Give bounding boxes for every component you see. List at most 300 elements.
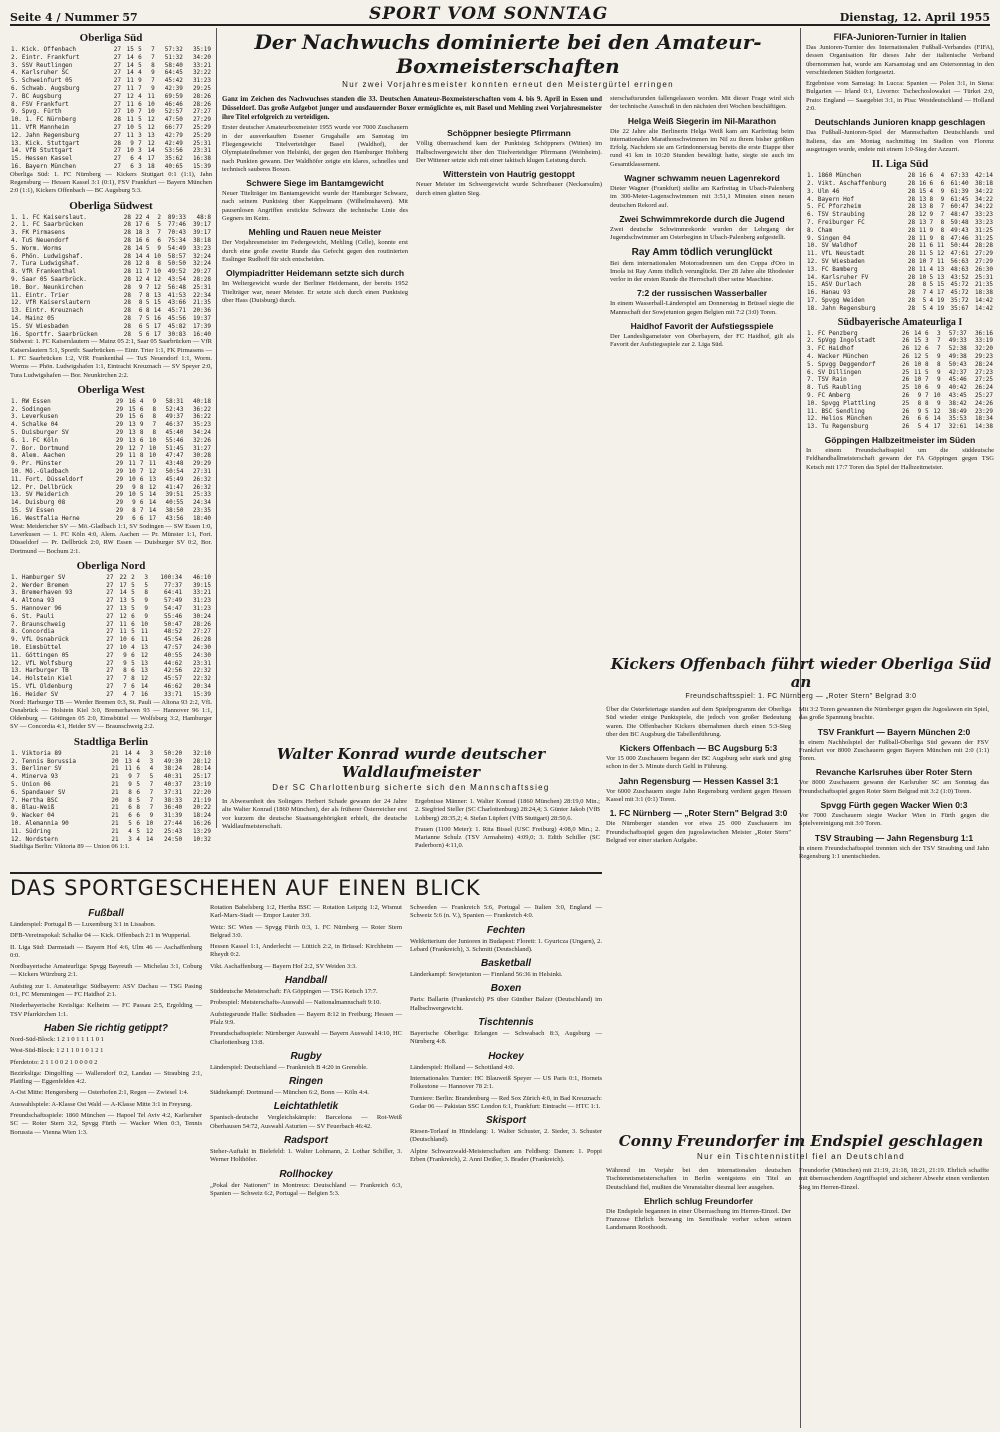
table-cell: 27 <box>106 597 114 605</box>
sport-heading: Hockey <box>488 1050 524 1062</box>
sport-heading: Rollhockey <box>279 1168 333 1180</box>
team-name: 15. VfL Oldenburg <box>11 682 73 690</box>
table-cell: 28 <box>123 276 131 284</box>
table-row <box>10 605 212 613</box>
table-cell: 10 <box>153 268 161 276</box>
table-cell: 6 <box>136 819 140 827</box>
result-line: Länderspiel: Holland — Schottland 4:0. <box>410 1063 515 1071</box>
table-row <box>10 323 212 331</box>
table-cell: 16 <box>919 172 927 180</box>
brief-headline: Wagner schwamm neuen Lagenrekord <box>624 173 780 184</box>
table-row <box>10 421 212 429</box>
table-cell: 21:35 <box>974 281 993 289</box>
table-row <box>10 491 212 499</box>
table-cell: 75:34 <box>167 237 186 245</box>
table-cell: 10 <box>153 252 161 260</box>
team-name: 4. Altona 93 <box>11 597 55 605</box>
sport-heading: Boxen <box>490 983 522 995</box>
table-cell: 14 <box>140 682 149 690</box>
table-cell: 13 <box>119 597 127 605</box>
waldlauf-paragraph: Frauen (1100 Meter): 1. Rita Bissel (USC Freiburg) 4:08,0 Min.; 2. Marianne Schulz (TSV Armaheim) 4:09,0; 3. Edith Schiller (SC Paderborn) 4:11,0. <box>415 825 600 850</box>
table-row <box>10 132 212 140</box>
table-cell: 14 <box>153 307 161 315</box>
table-cell: 28 <box>123 221 131 229</box>
table-cell: 6 <box>924 384 929 392</box>
table-cell: 10 <box>140 620 149 628</box>
table-cell: 8 <box>152 413 157 421</box>
table-cell: 14 <box>126 61 134 69</box>
kickers-paragraph: Mit 3:2 Toren gewannen die Nürnberger gegen die Jugoslawen ein Spiel, das große Spannung brachte. <box>799 706 989 722</box>
result-line: Länderspiel: Portugal B — Luxemburg 3:1 in Lissabon. <box>10 921 156 928</box>
table-row <box>806 258 994 266</box>
table-row <box>10 683 212 691</box>
table-cell: 5 <box>138 46 142 53</box>
team-name: 7. TSV Rain <box>807 376 847 384</box>
team-name: 3. Berliner SV <box>11 765 62 773</box>
table-cell: 28 <box>907 250 916 258</box>
table-row <box>10 54 212 62</box>
table-cell: 34:22 <box>974 187 993 195</box>
table-cell: 7 <box>139 444 144 452</box>
results-suedwest: Südwest: 1. FC Kaiserslautern — Mainz 05 2:1, Saar 05 Saarbrücken — VfR Kaiserslautern 5:1, Sportfr. Saarbrücken — Eintr. Trier 1:1, FK Pirmasens — 1. FC Saarbrücken 1:2, VfR Frankenthal — TuS Neuendorf 1:1, Worm. Worms — Phön. Ludwigshafen 1:1, Eintracht Kreuznach — SV Speyer 2:0, Tura Ludwigshafen — Bor. Neunkirchen 2:2. <box>10 338 212 379</box>
table-cell: 4 <box>929 297 934 305</box>
team-name: 12. Nordstern <box>11 835 58 843</box>
table-cell: 6 <box>929 242 934 250</box>
table-row <box>10 476 212 484</box>
table-cell: 6 <box>136 788 140 796</box>
table-cell: 11 <box>937 258 945 266</box>
table-cell: 9 <box>929 226 934 234</box>
table-cell: 11 <box>919 234 927 242</box>
table-cell: 38:18 <box>974 180 993 188</box>
table-row <box>10 124 212 132</box>
kickers-paragraph: Über die Osterfeiertage standen auf dem Spielprogramm der Oberliga Süd wieder einige Punktspiele, die jedoch von großer Bedeutung waren. Die Offenbacher Kickers übernahmen durch einen 5:3-Sieg über den BC Augsburg die Tabellenführung. <box>606 706 791 738</box>
table-cell: 12 <box>148 483 157 491</box>
table-cell: 10 <box>919 258 927 266</box>
kickers-subhead: 1. FC Nürnberg — „Roter Stern" Belgrad 3:0 <box>609 808 788 819</box>
table-cell: 12 <box>914 353 922 360</box>
team-name: 2. Vikt. Aschaffenburg <box>807 180 887 188</box>
table-cell: 13 <box>128 421 136 429</box>
sport-heading: Skisport <box>485 1115 526 1127</box>
result-line: Bayerische Oberliga: Erlangen — Schwabach 8:3, Augsburg — Nürnberg 4:8. <box>410 1030 602 1046</box>
table-cell: 4 <box>138 155 142 163</box>
table-cell: 17 <box>119 581 127 589</box>
table-cell: 11 <box>126 84 134 92</box>
table-cell: 29 <box>115 405 124 413</box>
masthead <box>10 4 990 26</box>
table-cell: 3 <box>138 147 142 155</box>
team-name: 6. TSV Straubing <box>807 211 865 219</box>
table-row <box>806 250 994 258</box>
team-name: 12. SV Wiesbaden <box>807 258 865 266</box>
table-cell: 7 <box>151 53 155 61</box>
table-cell: 11 <box>919 226 927 234</box>
conny-paragraph: Die Endspiele begannen in einer Überraschung im Herren-Einzel. Der Franzose Ehrlich bezwang im Semifinale vorher schon seinen Landsmann Roothoodt. <box>606 1207 791 1232</box>
table-cell: 6 <box>139 405 144 413</box>
table-cell: 25:27 <box>974 391 993 399</box>
table-cell: 34:24 <box>192 429 211 437</box>
table-cell: 8 <box>139 429 144 437</box>
table-cell: 14 <box>126 69 134 77</box>
team-name: 7. Braunschweig <box>11 620 66 628</box>
table-cell: 48:63 <box>950 265 969 273</box>
table-cell: 31:27 <box>192 444 211 452</box>
table-cell: 8 <box>123 667 127 675</box>
result-line: Probespiel: Meisterschafts-Auswahl — Nationalmannschaft 9:10. <box>210 999 381 1007</box>
kickers-paragraph: Vor 8000 Zuschauern gewann der Karlsruher SC am Sonntag das Freundschaftsspiel gegen Roter Stern Belgrad mit 3:2 (1:0) Toren. <box>799 779 989 795</box>
table-cell: 15 <box>914 337 922 345</box>
news-briefs-column <box>610 95 794 353</box>
table-row <box>806 203 994 211</box>
kickers-subhead: Kickers Offenbach — BC Augsburg 5:3 <box>619 743 778 754</box>
standings-table-sued <box>10 46 212 171</box>
table-cell: 6 <box>929 172 934 180</box>
table-cell: 9 <box>157 244 161 252</box>
table-cell: 5 <box>924 407 929 415</box>
team-name: 18. Jahn Regensburg <box>807 304 876 312</box>
table-cell: 10 <box>119 636 127 644</box>
table-cell: 9 <box>937 384 941 392</box>
table-cell: 23:29 <box>974 407 993 415</box>
table-cell: 45:82 <box>167 322 186 330</box>
table-row <box>10 140 212 148</box>
table-cell: 9 <box>937 353 941 360</box>
table-cell: 28 <box>123 330 131 338</box>
standings-table-west <box>10 398 212 523</box>
table-cell: 47:61 <box>950 250 969 258</box>
table-cell: 61:39 <box>950 187 969 195</box>
table-cell: 28 <box>907 304 916 312</box>
team-name: 7. Hertha BSC <box>11 796 58 804</box>
boxing-article <box>222 30 794 740</box>
league-title-amateur: Südbayerische Amateurliga I <box>837 316 963 328</box>
table-cell: 18 <box>147 162 155 170</box>
table-cell: 5 <box>922 304 927 312</box>
table-row <box>10 460 212 468</box>
table-cell: 13 <box>128 429 136 437</box>
kickers-paragraph: In einem Nachholspiel der Fußball-Oberliga Süd gewann der FSV Frankfurt vor 8000 Zuschauern gegen Bayern München mit 2:0 (1:1) Toren. <box>799 738 989 763</box>
brief-paragraph: Der Landesligameister von Oberbayern, der FC Haidhof, gilt als Favorit der Aufstiegsspiele zur 2. Liga Süd. <box>610 333 794 349</box>
table-cell: 27:29 <box>974 250 993 258</box>
table-cell: 6 <box>130 155 134 163</box>
table-cell: 28:26 <box>192 100 211 108</box>
table-cell: 7 <box>138 291 143 299</box>
table-cell: 27 <box>113 155 121 163</box>
table-cell: 6 <box>138 100 142 108</box>
team-name: 2. Sodingen <box>11 405 51 413</box>
team-name: 12. VfR Kaiserslautern <box>11 299 91 307</box>
table-cell: 17 <box>147 155 155 163</box>
team-name: 8. FSV Frankfurt <box>11 100 69 108</box>
table-cell: 45:57 <box>164 675 183 683</box>
table-cell: 26:32 <box>192 483 211 491</box>
table-cell: 18:40 <box>192 514 211 522</box>
table-cell: 5 <box>145 244 150 252</box>
table-cell: 32:61 <box>948 423 967 431</box>
table-cell: 57:37 <box>948 329 967 337</box>
table-cell: 14 <box>147 147 155 155</box>
team-name: 3. FK Pirmasens <box>11 229 66 237</box>
waldlauf-article <box>222 745 600 865</box>
team-name: 4. TuS Neuendorf <box>11 237 69 245</box>
table-cell: 27 <box>106 667 114 675</box>
table-cell: 25:17 <box>192 773 211 781</box>
table-cell: 24:30 <box>192 651 211 659</box>
sport-heading: Tischtennis <box>478 1017 534 1029</box>
table-row <box>806 227 994 235</box>
table-cell: 10 <box>126 123 134 131</box>
table-cell: 25:31 <box>192 283 211 291</box>
table-cell: 10 <box>126 108 134 116</box>
team-name: 9. Wacker 04 <box>11 812 55 820</box>
table-cell: 27 <box>106 620 114 628</box>
table-cell: 5 <box>924 353 929 360</box>
table-cell: 6 <box>131 667 135 675</box>
table-cell: 9 <box>940 195 945 203</box>
table-row <box>10 307 212 315</box>
table-cell: 12 <box>119 612 127 620</box>
table-cell: 40:31 <box>164 773 183 781</box>
conny-paragraph: Während im Vorjahr bei den internationalen deutschen Tischtennismeisterschaften in Berlin wenigstens ein Titel an Deutschland fiel, mußten die Veranstalter diesmal leer ausgehen. <box>606 1167 791 1191</box>
table-cell: 17 <box>148 514 157 522</box>
table-cell: 27:31 <box>192 468 211 476</box>
table-cell: 28 <box>123 283 131 291</box>
table-cell: 28 <box>123 315 131 322</box>
table-cell: 50:20 <box>164 749 183 757</box>
table-cell: 5 <box>929 273 934 281</box>
table-cell: 61:45 <box>950 195 969 203</box>
table-cell: 8 <box>145 307 150 315</box>
table-cell: 64:41 <box>164 589 183 597</box>
table-cell: 5 <box>131 659 135 667</box>
table-cell: 12 <box>147 123 155 131</box>
table-cell: 40:55 <box>165 499 184 507</box>
table-cell: 6 <box>139 475 144 483</box>
table-cell: 42:39 <box>164 84 183 92</box>
table-cell: 29 <box>115 413 124 421</box>
fifa-paragraph: Ergebnisse vom Samstag: In Lucca: Spanien — Polen 3:1, in Siena: Bulgarien — Irland 0:1, Livorno: Tschechoslowakei — Türkei 2:0, Prato: England — Saargebiet 3:1, in Pisa: Westdeutschland — Holland 2:0. <box>806 80 994 113</box>
table-cell: 50:54 <box>165 468 184 476</box>
table-cell: 18:24 <box>192 812 211 820</box>
team-name: 2. 1. FC Saarbrücken <box>11 221 84 229</box>
table-cell: 29 <box>115 421 124 429</box>
table-row <box>10 667 212 675</box>
table-cell: 5 <box>138 330 143 338</box>
table-row <box>10 804 212 812</box>
result-line: Süddeutsche Meisterschaft: FA Göppingen — TSG Ketsch 17:7. <box>210 988 378 996</box>
table-cell: 10 <box>119 643 127 651</box>
table-cell: 6 <box>138 322 143 330</box>
table-cell: 4 <box>940 172 945 180</box>
table-cell: 8 <box>922 281 927 289</box>
table-cell: 27 <box>113 77 121 85</box>
result-line: Turniere: Berlin: Brandenburg — Red Sox Zürich 4:0, in Bad Kreuznach: Godar 06 — Pakistan SSC London 6:1, Frankfurt: Eintracht — HTC 1:1. <box>410 1094 602 1110</box>
table-cell: 4 <box>138 92 142 100</box>
table-cell: 12 <box>153 276 161 284</box>
table-cell: 7 <box>149 796 154 804</box>
team-name: 11. BSC Sendling <box>807 407 865 415</box>
table-cell: 11 <box>140 636 149 644</box>
table-row <box>10 621 212 629</box>
table-cell: 14 <box>135 244 143 252</box>
table-cell: 28 <box>123 260 131 268</box>
table-cell: 9 <box>132 483 136 491</box>
table-cell: 7 <box>937 337 941 345</box>
table-cell: 8 <box>917 399 922 407</box>
team-name: 6. SV Dillingen <box>807 368 862 376</box>
table-cell: 18 <box>135 229 143 237</box>
team-name: 5. Schweinfurt 05 <box>11 77 73 85</box>
table-cell: 26:30 <box>974 265 993 273</box>
waldlauf-paragraph: In Abwesenheit des Solingers Herbert Schade gewann der 24 Jahre alte Walter Konrad (1860 München), der als früherer Österreicher erst vor kurzem die deutsche Staatsangehörigkeit erhielt, die deutsche Waldlaufmeisterschaft. <box>222 798 407 830</box>
table-cell: 47:47 <box>165 452 184 460</box>
table-cell: 8 <box>940 226 945 234</box>
table-cell: 5 <box>138 116 142 124</box>
table-cell: 29 <box>115 483 124 491</box>
league-title-sued: Oberliga Süd <box>79 32 143 44</box>
results-berlin: Stadtliga Berlin: Viktoria 89 — Union 06 1:1. <box>10 843 130 851</box>
table-cell: 25:29 <box>192 131 211 139</box>
table-cell: 12 <box>937 250 945 258</box>
team-name: 13. FC Bamberg <box>807 265 858 273</box>
table-cell: 32:24 <box>192 252 211 260</box>
table-cell: 28 <box>907 234 916 242</box>
table-cell: 29 <box>115 491 124 499</box>
table-row <box>806 211 994 219</box>
table-cell: 15 <box>153 299 161 307</box>
table-cell: 21 <box>111 788 119 796</box>
table-cell: 8 <box>940 234 945 242</box>
table-cell: 13 <box>140 667 149 675</box>
table-cell: 13 <box>153 291 161 299</box>
table-cell: 13 <box>919 219 927 227</box>
table-row <box>10 820 212 828</box>
table-cell: 11 <box>937 242 945 250</box>
table-cell: 6 <box>929 180 934 188</box>
team-name: 8. Cham <box>807 226 833 234</box>
team-name: 6. St. Pauli <box>11 612 55 620</box>
table-cell: 8 <box>924 399 929 407</box>
boxing-deck: Nur zwei Vorjahresmeister konnten erneut den Meistergürtel erringen <box>342 80 674 89</box>
table-cell: 45:72 <box>950 281 969 289</box>
table-cell: 15:39 <box>192 162 211 170</box>
table-cell: 44:62 <box>164 659 183 667</box>
table-cell: 7 <box>924 391 929 399</box>
table-cell: 10 <box>148 436 157 444</box>
table-cell: 26 <box>901 360 910 368</box>
table-cell: 34:22 <box>974 195 993 203</box>
table-cell: 11 <box>919 265 927 273</box>
table-cell: 33:21 <box>192 589 211 597</box>
table-cell: 33:21 <box>192 61 211 69</box>
table-cell: 29 <box>115 507 124 515</box>
table-cell: 13 <box>128 436 136 444</box>
team-name: 16. Westfalia Herne <box>11 514 80 522</box>
table-cell: 11 <box>126 77 134 85</box>
table-cell: 27 <box>113 61 121 69</box>
boxing-subhead: Witterstein von Hautrig gestoppt <box>443 169 575 180</box>
boxing-paragraph: Erster deutscher Amateurboxmeister 1955 wurde vor 7000 Zuschauern in der ausverkauften Essener Grugahalle am Samstag im Fliegengewicht Titelverteidiger Basel (Waldhof), der Olympiateilnehmer von Helsinki, der gegen den Hamburger Hohberg nach Punkten gewann. Der Waldhöfer zeigte ein klares, schnelles und technisch sauberes Boxen. <box>222 124 408 173</box>
table-row <box>10 812 212 820</box>
result-line: Steher-Auftakt in Bielefeld: 1. Walter Lohmann, 2. Lothar Schiller, 3. Werner Holthöfer. <box>210 1148 402 1164</box>
table-cell: 13 <box>119 605 127 612</box>
standings-table-nord <box>10 574 212 699</box>
result-line: Rotation Babelsberg 1:2, Hertha BSC — Rotation Leipzig 1:2, Wismut Karl-Marx-Stadt — Empor Lauter 3:0. <box>210 904 402 920</box>
table-cell: 24:26 <box>974 399 993 407</box>
conny-subhead: Ehrlich schlug Freundorfer <box>643 1195 754 1206</box>
conny-paragraph: Freundorfer (München) mit 21:19, 21:18, 18:21, 21:19. Ehrlich schaffte mit überraschendem Angriffsspiel und sicherer Abwehr einen verdienten Sieg im Herren-Einzel. <box>799 1167 989 1191</box>
table-cell: 33:19 <box>974 337 993 345</box>
table-cell: 28 <box>907 289 916 297</box>
table-row <box>10 613 212 621</box>
table-cell: 59:48 <box>950 219 969 227</box>
table-cell: 13 <box>148 475 157 483</box>
table-cell: 14 <box>119 589 127 597</box>
table-cell: 28 <box>907 195 916 203</box>
table-cell: 6 <box>131 682 135 690</box>
table-row <box>806 235 994 243</box>
table-cell: 20:36 <box>192 307 211 315</box>
conny-headline: Conny Freundorfer im Endspiel geschlagen <box>618 1132 984 1150</box>
table-cell: 9 <box>132 499 136 507</box>
table-cell: 27:27 <box>192 628 211 636</box>
table-cell: 16:26 <box>192 819 211 827</box>
team-name: 7. Bor. Dortmund <box>11 444 69 452</box>
team-name: 6. Phön. Ludwigshaf. <box>11 252 84 260</box>
table-cell: 5 <box>929 281 934 289</box>
table-cell: 54:47 <box>164 605 183 612</box>
table-cell: 5 <box>139 491 144 499</box>
team-name: 5. Worm. Worms <box>11 244 62 252</box>
table-cell: 9 <box>151 84 155 92</box>
table-row <box>10 62 212 70</box>
table-cell: 49:38 <box>948 353 967 360</box>
table-cell: 45:49 <box>165 475 184 483</box>
standings-column <box>10 28 212 851</box>
table-cell: 7 <box>929 258 934 266</box>
result-line: Vikt. Aschaffenburg — Bayern Hof 2:2, SV Weiden 3:3. <box>210 962 357 970</box>
team-name: 10. 1. FC Nürnberg <box>11 116 77 124</box>
table-cell: 21 <box>111 819 119 827</box>
table-cell: 56:63 <box>950 258 969 266</box>
table-cell: 12 <box>933 407 941 415</box>
table-cell: 40:37 <box>164 780 183 788</box>
table-cell: 11 <box>919 242 927 250</box>
right-column <box>806 28 994 648</box>
table-cell: 21:19 <box>192 796 211 804</box>
table-cell: 9 <box>144 612 149 620</box>
table-cell: 38:18 <box>192 237 211 245</box>
team-name: 15. Hessen Kassel <box>11 155 73 163</box>
table-cell: 27:29 <box>974 258 993 266</box>
fifa-headline: FIFA-Junioren-Turnier in Italien <box>833 32 967 42</box>
table-cell: 5 <box>144 581 149 589</box>
table-cell: 7 <box>149 788 154 796</box>
table-cell: 20 <box>111 796 119 804</box>
table-cell: 31:25 <box>974 234 993 242</box>
team-name: 13. Eintr. Kreuznach <box>11 307 84 315</box>
table-cell: 49:30 <box>164 757 183 765</box>
column-divider <box>216 28 217 828</box>
table-cell: 27:23 <box>974 368 993 376</box>
table-cell: 22 <box>135 213 143 221</box>
table-row <box>10 284 212 292</box>
table-cell: 28:26 <box>192 92 211 100</box>
table-cell: 46:10 <box>192 573 211 581</box>
team-name: 15. SV Wiesbaden <box>11 322 69 330</box>
result-line: Länderspiel: Deutschland — Frankreich B 4:20 in Grenoble. <box>210 1063 368 1071</box>
